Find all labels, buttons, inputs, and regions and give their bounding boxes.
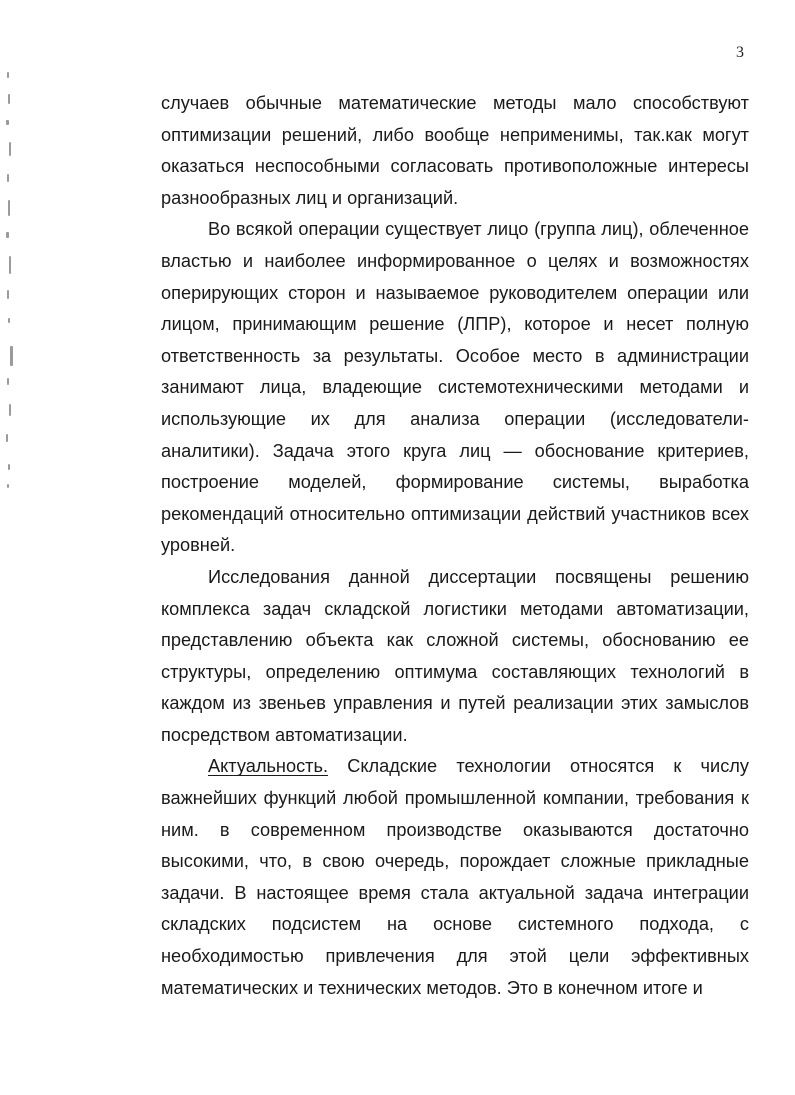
page-number: 3 bbox=[736, 44, 744, 61]
scan-margin-artifacts bbox=[4, 72, 18, 492]
document-body bbox=[161, 88, 749, 1004]
paragraph-4 bbox=[161, 751, 749, 1004]
paragraph-1 bbox=[161, 88, 749, 214]
paragraph-3 bbox=[161, 562, 749, 752]
section-heading-relevance: Актуальность. bbox=[208, 756, 329, 777]
paragraph-2 bbox=[161, 214, 749, 562]
paragraph-4-text: Складские технологии относятся к числу важнейших функций любой промышленной компании, требования к ним. в современном производстве оказываются достаточно высокими, что, в свою очередь, порождает сложные прикладные задачи. В настоящее время стала актуальной задача интеграции складских подсистем на основе системного подхода, с необходимостью привлечения для этой цели эффективных математических и технических методов. Это в конечном итоге и bbox=[161, 756, 749, 998]
paragraph-3-text: Исследования данной диссертации посвящены решению комплекса задач складской логистики методами автоматизации, представлению объекта как сложной системы, обоснованию ее структуры, определению оптимума составляющих технологий в каждом из звеньев управления и путей реализации этих замыслов посредством автоматизации. bbox=[161, 566, 749, 745]
paragraph-1-text: случаев обычные математические методы мало способствуют оптимизации решений, либо вообще неприменимы, так.как могут оказаться неспособными согласовать противоположные интересы разнообразных лиц и организаций. bbox=[161, 93, 749, 208]
paragraph-2-text: Во всякой операции существует лицо (группа лиц), облеченное властью и наиболее информированное о целях и возможностях оперирующих сторон и называемое руководителем операции или лицом, принимающим решение (ЛПР), которое и несет полную ответственность за результаты. Особое место в администрации занимают лица, владеющие системотехническими методами и использующие их для анализа операции (исследователи-аналитики). Задача этого круга лиц — обоснование критериев, построение моделей, формирование системы, выработка рекомендаций относительно оптимизации действий участников всех уровней. bbox=[161, 219, 749, 556]
